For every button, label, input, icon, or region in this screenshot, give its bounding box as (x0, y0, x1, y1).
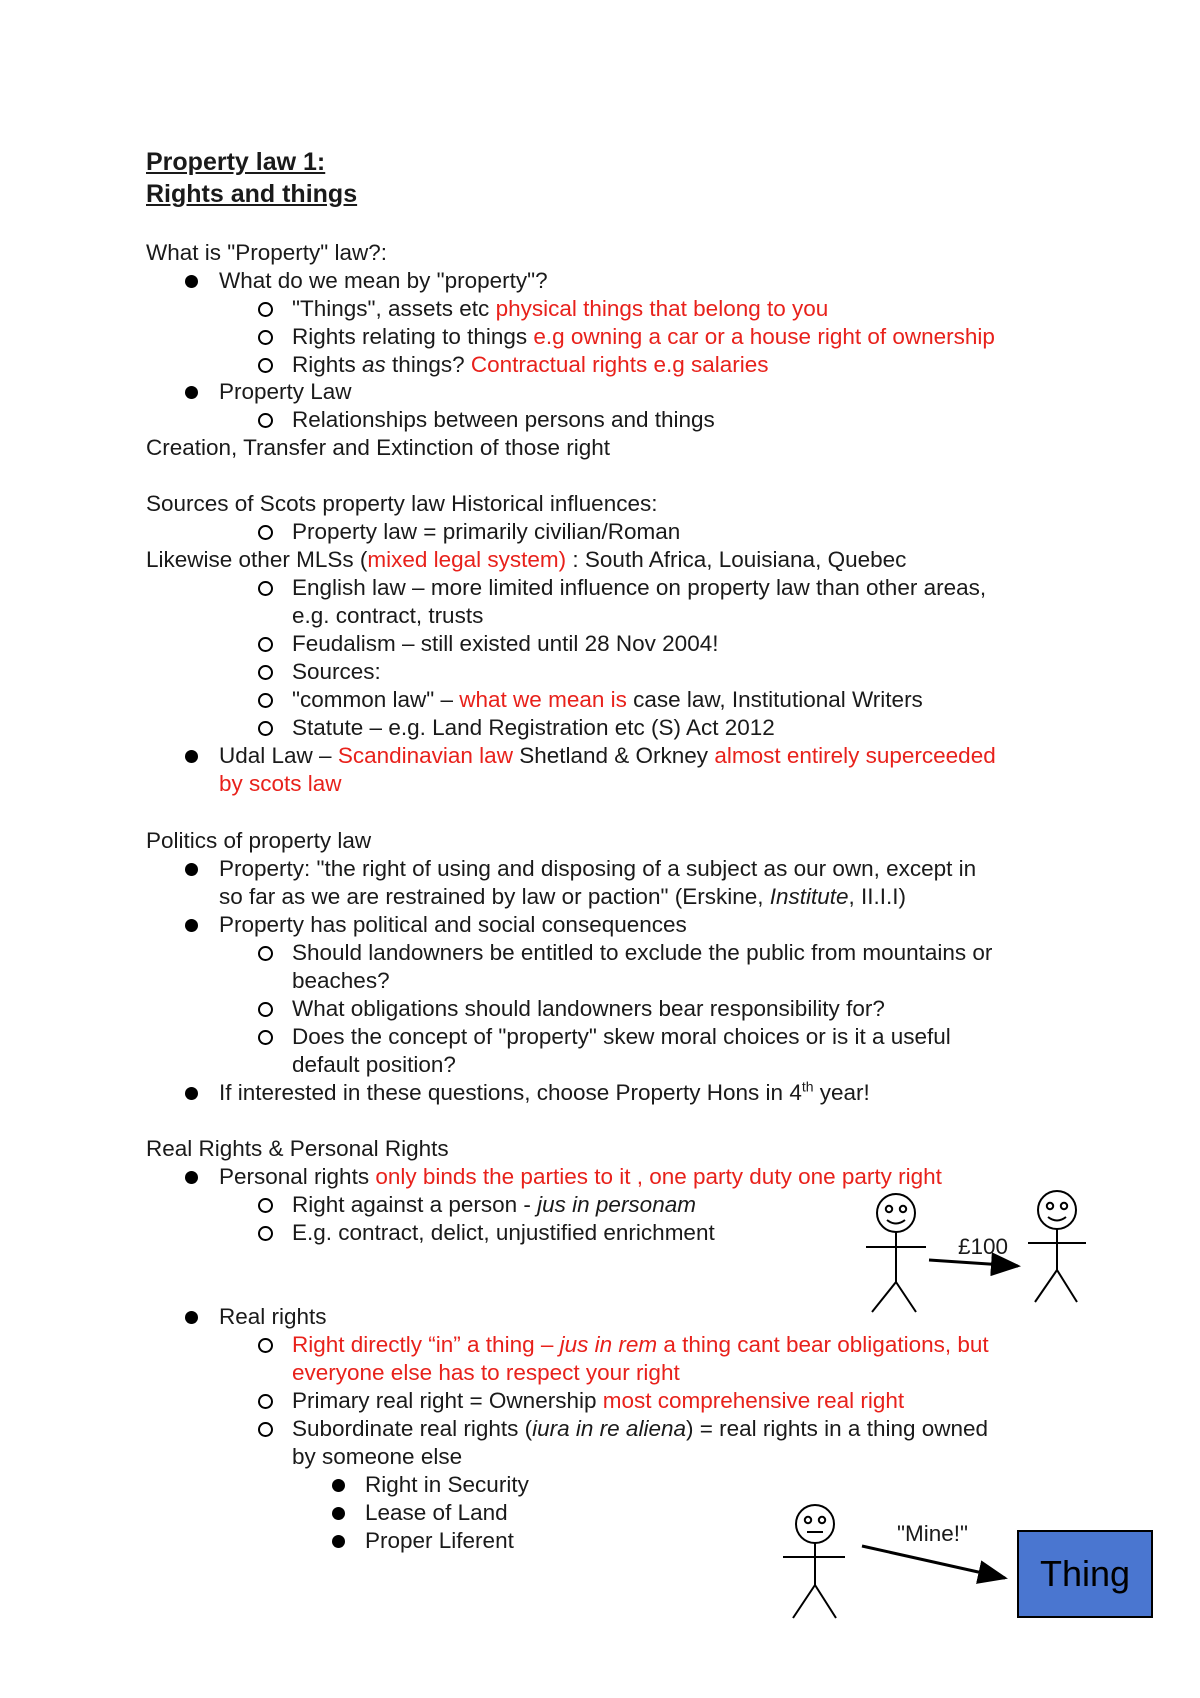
list-item: Udal Law – Scandinavian law Shetland & Orkney almost entirely superceeded (219, 743, 996, 768)
list-item: Property has political and social consequences (219, 912, 687, 937)
list-item: Personal rights only binds the parties to it , one party duty one party right (219, 1164, 942, 1189)
list-item-continuation: so far as we are restrained by law or paction" (Erskine, Institute, II.I.I) (219, 884, 907, 909)
list-item: "common law" – what we mean is case law, Institutional Writers (292, 687, 923, 712)
list-item: Right against a person - jus in personam (292, 1192, 696, 1217)
mine-label: "Mine!" (897, 1521, 968, 1546)
list-item: Statute – e.g. Land Registration etc (S) Act 2012 (292, 715, 775, 740)
section-heading-sources: Sources of Scots property law Historical influences: (146, 491, 658, 516)
list-item: What obligations should landowners bear responsibility for? (292, 996, 885, 1021)
arrow-icon (862, 1546, 1005, 1578)
list-item: Proper Liferent (365, 1528, 514, 1553)
list-item: English law – more limited influence on property law than other areas, (292, 575, 987, 600)
list-item: Feudalism – still existed until 28 Nov 2004! (292, 631, 719, 656)
list-item: Right directly “in” a thing – jus in rem a thing cant bear obligations, but (292, 1332, 989, 1357)
list-item: Primary real right = Ownership most comprehensive real right (292, 1388, 905, 1413)
money-label: £100 (958, 1234, 1009, 1259)
section-heading-real-personal-rights: Real Rights & Personal Rights (146, 1136, 449, 1161)
list-item: Relationships between persons and things (292, 407, 715, 432)
list-item-continuation: beaches? (292, 968, 390, 993)
stick-figure-icon (1028, 1191, 1086, 1302)
list-item: Should landowners be entitled to exclude the public from mountains or (292, 940, 993, 965)
list-item: E.g. contract, delict, unjustified enrichment (292, 1220, 715, 1245)
list-item: Rights as things? Contractual rights e.g salaries (292, 352, 769, 377)
paragraph: Likewise other MLSs (mixed legal system) : South Africa, Louisiana, Quebec (146, 547, 907, 572)
list-item-continuation: everyone else has to respect your right (292, 1360, 680, 1385)
list-item: Real rights (219, 1304, 327, 1329)
list-item: Right in Security (365, 1472, 529, 1497)
title-line-1: Property law 1: (146, 148, 326, 176)
list-item-continuation: by scots law (219, 771, 342, 796)
paragraph: Creation, Transfer and Extinction of those right (146, 435, 610, 460)
stick-figure-icon (866, 1194, 926, 1312)
list-item: Property: "the right of using and disposing of a subject as our own, except in (219, 856, 977, 881)
section-heading-property-law: What is "Property" law?: (146, 240, 388, 265)
stick-figure-icon (783, 1505, 845, 1618)
list-item: What do we mean by "property"? (219, 268, 548, 293)
list-item: Rights relating to things e.g owning a car or a house right of ownership (292, 324, 995, 349)
list-item: Property Law (219, 379, 352, 404)
list-item: Property law = primarily civilian/Roman (292, 519, 681, 544)
list-item: Sources: (292, 659, 381, 684)
section-heading-politics: Politics of property law (146, 828, 372, 853)
list-item: Lease of Land (365, 1500, 508, 1525)
list-item: Subordinate real rights (iura in re aliena) = real rights in a thing owned (292, 1416, 989, 1441)
list-item: "Things", assets etc physical things that belong to you (292, 296, 829, 321)
list-item-continuation: by someone else (292, 1444, 463, 1469)
title-line-2: Rights and things (146, 180, 358, 208)
thing-box: Thing (1017, 1530, 1153, 1618)
list-item: If interested in these questions, choose Property Hons in 4th year! (219, 1078, 870, 1105)
list-item-continuation: default position? (292, 1052, 456, 1077)
list-item-continuation: e.g. contract, trusts (292, 603, 484, 628)
list-item: Does the concept of "property" skew moral choices or is it a useful (292, 1024, 951, 1049)
